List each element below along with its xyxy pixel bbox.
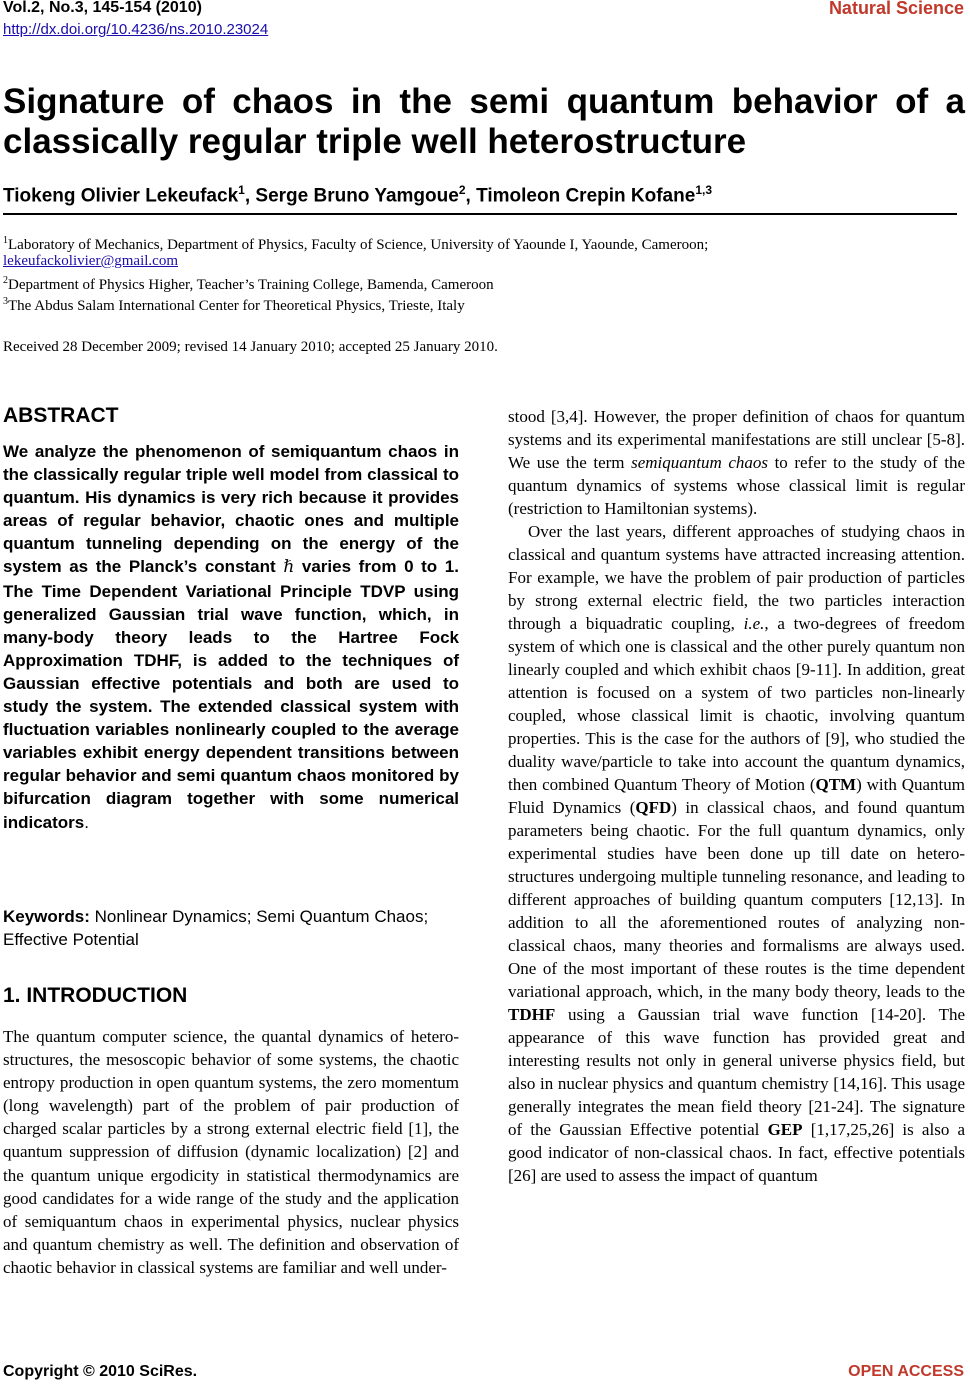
right-column-text: [508, 405, 965, 1187]
keywords-text: Nonlinear Dynamics; Semi Quantum Chaos; Effective Potential: [3, 907, 429, 949]
author-affiliation-mark: 2: [458, 183, 466, 197]
affiliation-2: $^2$Department of Physics Higher, Teacher’s Training College, Bamenda, Cameroon: [3, 275, 494, 293]
journal-reference: Vol.2, No.3, 145-154 (2010): [3, 0, 202, 16]
paper-title: Signature of chaos in the semi quantum behavior of a classically regular triple well heterostructure: [3, 82, 965, 161]
open-access-label: OPEN ACCESS: [848, 1363, 964, 1380]
hbar-symbol: ℏ: [283, 557, 295, 578]
author-name: Serge Bruno Yamgoue: [255, 185, 459, 207]
author-name: Tiokeng Olivier Lekeufack: [3, 185, 239, 207]
abstract-text: We analyze the phenomenon of semiquantum chaos in the classically regular triple well model from classical to quantum. His dynamics is very rich because it provides areas of regular behavior, chaotic ones and multiple quantum tunneling depending on the energy of the system as the Planck’s constant ℏ varies from 0 to 1. The Time Dependent Variational Principle TDVP using generalized Gaussian trial wave function, which, in many-body theory leads to the Hartree Fock Approximation TDHF, is added to the techniques of Gaussian effective potentials and both are used to study the system. The extended classical system with fluctuation variables nonlinearly coupled to the average variables exhibit energy dependent transitions between regular behavior and semi quantum chaos monitored by bifurcation diagram together with some numerical indicators.: [3, 442, 459, 832]
paragraph: Over the last years, different approaches of studying chaos in classical and quantum systems have attracted increasing attention. For example, we have the problem of pair production of particles by strong external electric field, the two particles interaction through a biquadratic coupling, i.e., a two-degrees of freedom system of which one is classical and the other purely quantum non linearly coupled and which exhibit chaos [9-11]. In addition, great attention is focused on a system of two particles non-linearly coupled, whose classical limit is chaotic, involving quantum properties. This is the case for the authors of [9], who studied the duality wave/particle to take into account the quantum dynamics, then combined Quantum Theory of Motion (QTM) with Quantum Fluid Dynamics (QFD) in classical chaos, and found quantum parameters being chaotic. For the full quantum dynamics, only experimental studies have been done up till date on hetero-structures undergoing multiple tunneling resonance, and leading to different approaches of building quantum computers [12,13]. In addition to all the aforementioned routes of analyzing non-classical chaos, many theories and formalisms are always used. One of the most important of these routes is the time dependent variational approach, which, in the many body theory, leads to the TDHF using a Gaussian trial wave function [14-20]. The appearance of this wave function has provided great and interesting results not only in general universe physics field, but also in nuclear physics and quantum chemistry [14,16]. This usage generally integrates the mean field theory [21-24]. The signature of the Gaussian Effective potential GEP [1,17,25,26] is also a good indicator of non-classical chaos. In fact, effective potentials [26] are used to assess the impact of quantum: [508, 522, 966, 1185]
affiliation-1: $^1$Laboratory of Mechanics, Department of Physics, Faculty of Science, University of Yaounde I, Yaounde, Cameroon;: [3, 235, 709, 253]
introduction-text: The quantum computer science, the quantal dynamics of hetero-structures, the mesoscopic behavior of some systems, the chaotic entropy production in open quantum systems, the zero momentum (long wavelength) part of the problem of pair production of charged scalar particles by a strong external electric field [1], the quantum suppression of diffusion (dynamic localization) [2] and the quantum unique ergodicity in statistical thermodynamics are good candidates for a wide range of the study and the application of semiquantum chaos in experimental physics, nuclear physics and quantum chemistry as well. The definition and observation of chaotic behavior in classical systems are familiar and well under-: [3, 1027, 459, 1277]
email-link[interactable]: lekeufackolivier@gmail.com: [3, 253, 178, 269]
affiliation-email: [3, 251, 178, 271]
author-name: Timoleon Crepin Kofane: [476, 185, 696, 207]
keywords-label: Keywords:: [3, 907, 90, 926]
paragraph: stood [3,4]. However, the proper definition of chaos for quantum systems and its experimental manifestations are still unclear [5-8]. We use the term semiquantum chaos to refer to the study of the quantum dynamics of systems whose classical limit is regular (restriction to Hamiltonian systems).: [508, 407, 966, 518]
title-divider: [3, 213, 957, 215]
abstract-heading: ABSTRACT: [3, 404, 119, 427]
author-list: Tiokeng Olivier Lekeufack$^1$, Serge Bruno Yamgoue$^2$, Timoleon Crepin Kofane$^{1,3}$: [3, 183, 712, 207]
author-affiliation-mark: 1,3: [695, 183, 712, 197]
journal-name: Natural Science: [828, 0, 964, 18]
keywords: [3, 905, 459, 951]
doi-link[interactable]: http://dx.doi.org/10.4236/ns.2010.23024: [3, 21, 269, 38]
affiliation-3: $^3$The Abdus Salam International Center for Theoretical Physics, Trieste, Italy: [3, 296, 465, 314]
author-affiliation-mark: 1: [238, 183, 245, 197]
received-dates: Received 28 December 2009; revised 14 January 2010; accepted 25 January 2010.: [3, 339, 498, 355]
section-heading-introduction: 1. INTRODUCTION: [3, 984, 188, 1007]
copyright-notice: Copyright © 2010 SciRes.: [3, 1363, 198, 1380]
